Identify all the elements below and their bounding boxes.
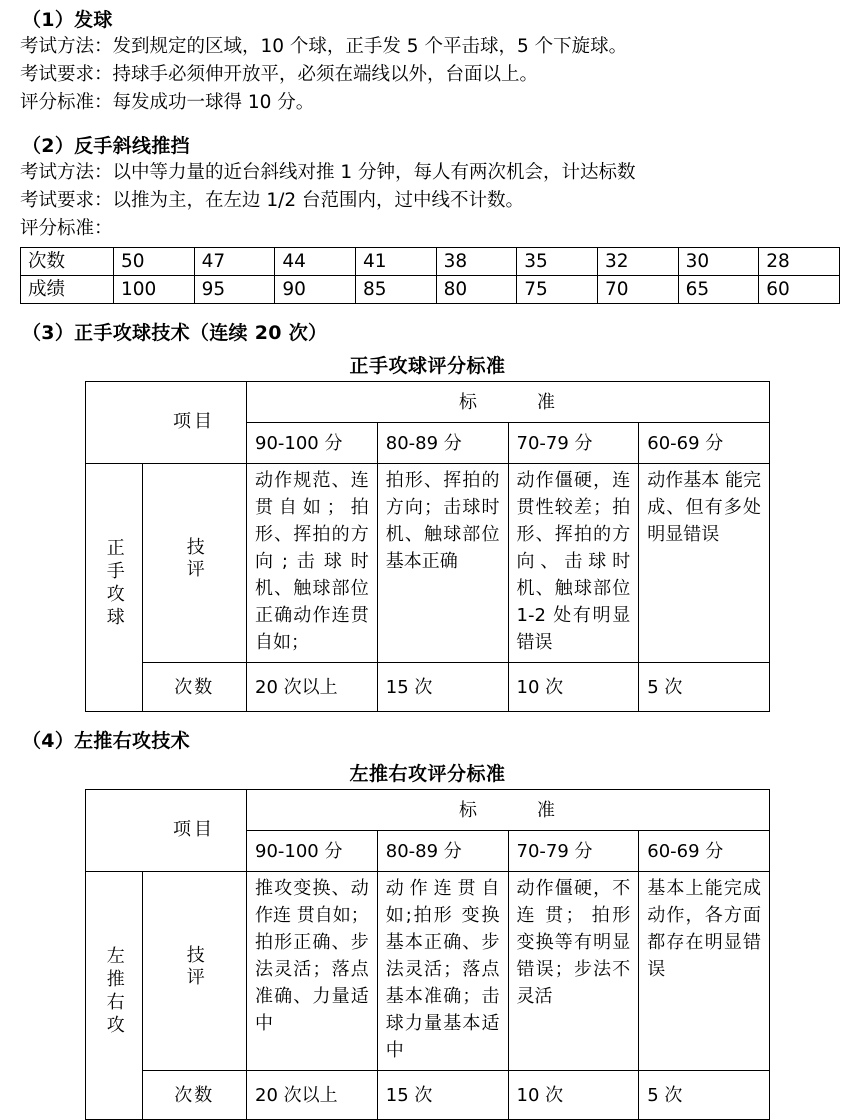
section2-line-2: 考试要求：以推为主，在左边 1/2 台范围内，过中线不计数。 (20, 190, 525, 211)
count-cell-60-69: 5 次 (639, 663, 770, 712)
grade-header-70-79: 70-79 分 (508, 423, 639, 464)
score-cell: 65 (678, 276, 759, 304)
count-cell: 35 (517, 248, 598, 276)
section2-line-3: 评分标准： (20, 218, 113, 239)
item-header-cell (142, 790, 247, 872)
count-cell-70-79: 10 次 (508, 1071, 639, 1120)
count-row-label: 次数 (142, 663, 247, 712)
count-row-label: 次数 (142, 1071, 247, 1120)
count-cell-90-100: 20 次以上 (247, 663, 378, 712)
side-label-text: 正手攻球 (103, 537, 125, 630)
count-cell: 30 (678, 248, 759, 276)
score-cell: 80 (436, 276, 517, 304)
count-cell: 50 (114, 248, 195, 276)
score-conversion-table (20, 247, 840, 304)
count-cell-90-100: 20 次以上 (247, 1071, 378, 1120)
score-cell: 100 (114, 276, 195, 304)
grade-header-90-100: 90-100 分 (247, 423, 378, 464)
section-heading-2: （2）反手斜线推挡 (22, 135, 190, 157)
criteria-row-label-text: 技评 (183, 537, 205, 581)
count-cell: 47 (194, 248, 275, 276)
table-row (86, 790, 770, 831)
rubric-corner-blank (86, 382, 143, 464)
count-cell-80-89: 15 次 (377, 663, 508, 712)
section-heading-3: （3）正手攻球技术（连续 20 次） (22, 322, 328, 344)
standard-header-cell (247, 382, 770, 423)
standard-header-left: 标 (459, 391, 479, 413)
criteria-cell-80-89: 动作连贯自如;拍形 变换基本正确、步法灵活；落点基本准确；击球力量基本适中 (377, 872, 508, 1071)
section2-line-1: 考试方法：以中等力量的近台斜线对推 1 分钟，每人有两次机会，计达标数 (20, 162, 636, 183)
standard-header-left: 标 (459, 799, 479, 821)
grade-header-80-89: 80-89 分 (377, 831, 508, 872)
standard-header-cell (247, 790, 770, 831)
criteria-row-label (142, 464, 247, 663)
section1-line-2: 考试要求：持球手必须伸开放平，必须在端线以外，台面以上。 (20, 64, 539, 85)
criteria-row-label (142, 872, 247, 1071)
count-cell: 38 (436, 248, 517, 276)
criteria-cell-90-100: 动作规范、连贯自如；拍形、挥拍的方向;击球时机、触球部位正确动作连贯自如； (247, 464, 378, 663)
standard-header-right: 准 (537, 799, 557, 821)
criteria-cell-60-69: 基本上能完成动作，各方面都存在明显错误 (639, 872, 770, 1071)
standard-header-right: 准 (537, 391, 557, 413)
item-header-label: 项目 (173, 819, 215, 840)
criteria-cell-90-100: 推攻变换、动作连 贯自如；拍形正确、步法灵活；落点准确、力量适中 (247, 872, 378, 1071)
push-attack-rubric-table (85, 789, 770, 1120)
side-label-forehand (86, 464, 143, 712)
item-header-cell (142, 382, 247, 464)
side-label-text: 左推右攻 (103, 945, 125, 1038)
grade-header-60-69: 60-69 分 (639, 831, 770, 872)
section1-line-1: 考试方法：发到规定的区域，10 个球，正手发 5 个平击球，5 个下旋球。 (20, 36, 628, 57)
row-label-count: 次数 (21, 248, 114, 276)
score-cell: 85 (355, 276, 436, 304)
count-cell: 41 (355, 248, 436, 276)
count-cell: 28 (759, 248, 840, 276)
rubric-title-forehand: 正手攻球评分标准 (349, 355, 506, 377)
table-row (86, 464, 770, 663)
score-cell: 95 (194, 276, 275, 304)
score-cell: 90 (275, 276, 356, 304)
criteria-cell-70-79: 动作僵硬，不连 贯； 拍形变换等有明显错误；步法不灵活 (508, 872, 639, 1071)
criteria-cell-60-69: 动作基本 能完成、但有多处明显错误 (639, 464, 770, 663)
section1-line-3: 评分标准：每发成功一球得 10 分。 (20, 92, 315, 113)
count-cell: 44 (275, 248, 356, 276)
table-row (86, 663, 770, 712)
table-row (86, 382, 770, 423)
section-heading-4: （4）左推右攻技术 (22, 730, 190, 752)
criteria-cell-80-89: 拍形、挥拍的方向；击球时机、触球部位基本正确 (377, 464, 508, 663)
table-row (86, 1071, 770, 1120)
section-heading-1: （1）发球 (22, 9, 113, 31)
table-row (21, 248, 840, 276)
criteria-row-label-text: 技评 (183, 945, 205, 989)
row-label-score: 成绩 (21, 276, 114, 304)
side-label-push-attack (86, 872, 143, 1120)
score-cell: 70 (597, 276, 678, 304)
grade-header-90-100: 90-100 分 (247, 831, 378, 872)
grade-header-70-79: 70-79 分 (508, 831, 639, 872)
table-row (21, 276, 840, 304)
count-cell-60-69: 5 次 (639, 1071, 770, 1120)
count-cell-80-89: 15 次 (377, 1071, 508, 1120)
grade-header-80-89: 80-89 分 (377, 423, 508, 464)
rubric-corner-blank (86, 790, 143, 872)
forehand-rubric-table (85, 381, 770, 712)
table-row (86, 872, 770, 1071)
rubric-title-push-attack: 左推右攻评分标准 (349, 763, 506, 785)
grade-header-60-69: 60-69 分 (639, 423, 770, 464)
item-header-label: 项目 (173, 411, 215, 432)
count-cell-70-79: 10 次 (508, 663, 639, 712)
score-cell: 75 (517, 276, 598, 304)
score-cell: 60 (759, 276, 840, 304)
criteria-cell-70-79: 动作僵硬，连贯性较差；拍形、挥拍的方向、击球时机、触球部位1-2 处有明显错误 (508, 464, 639, 663)
count-cell: 32 (597, 248, 678, 276)
